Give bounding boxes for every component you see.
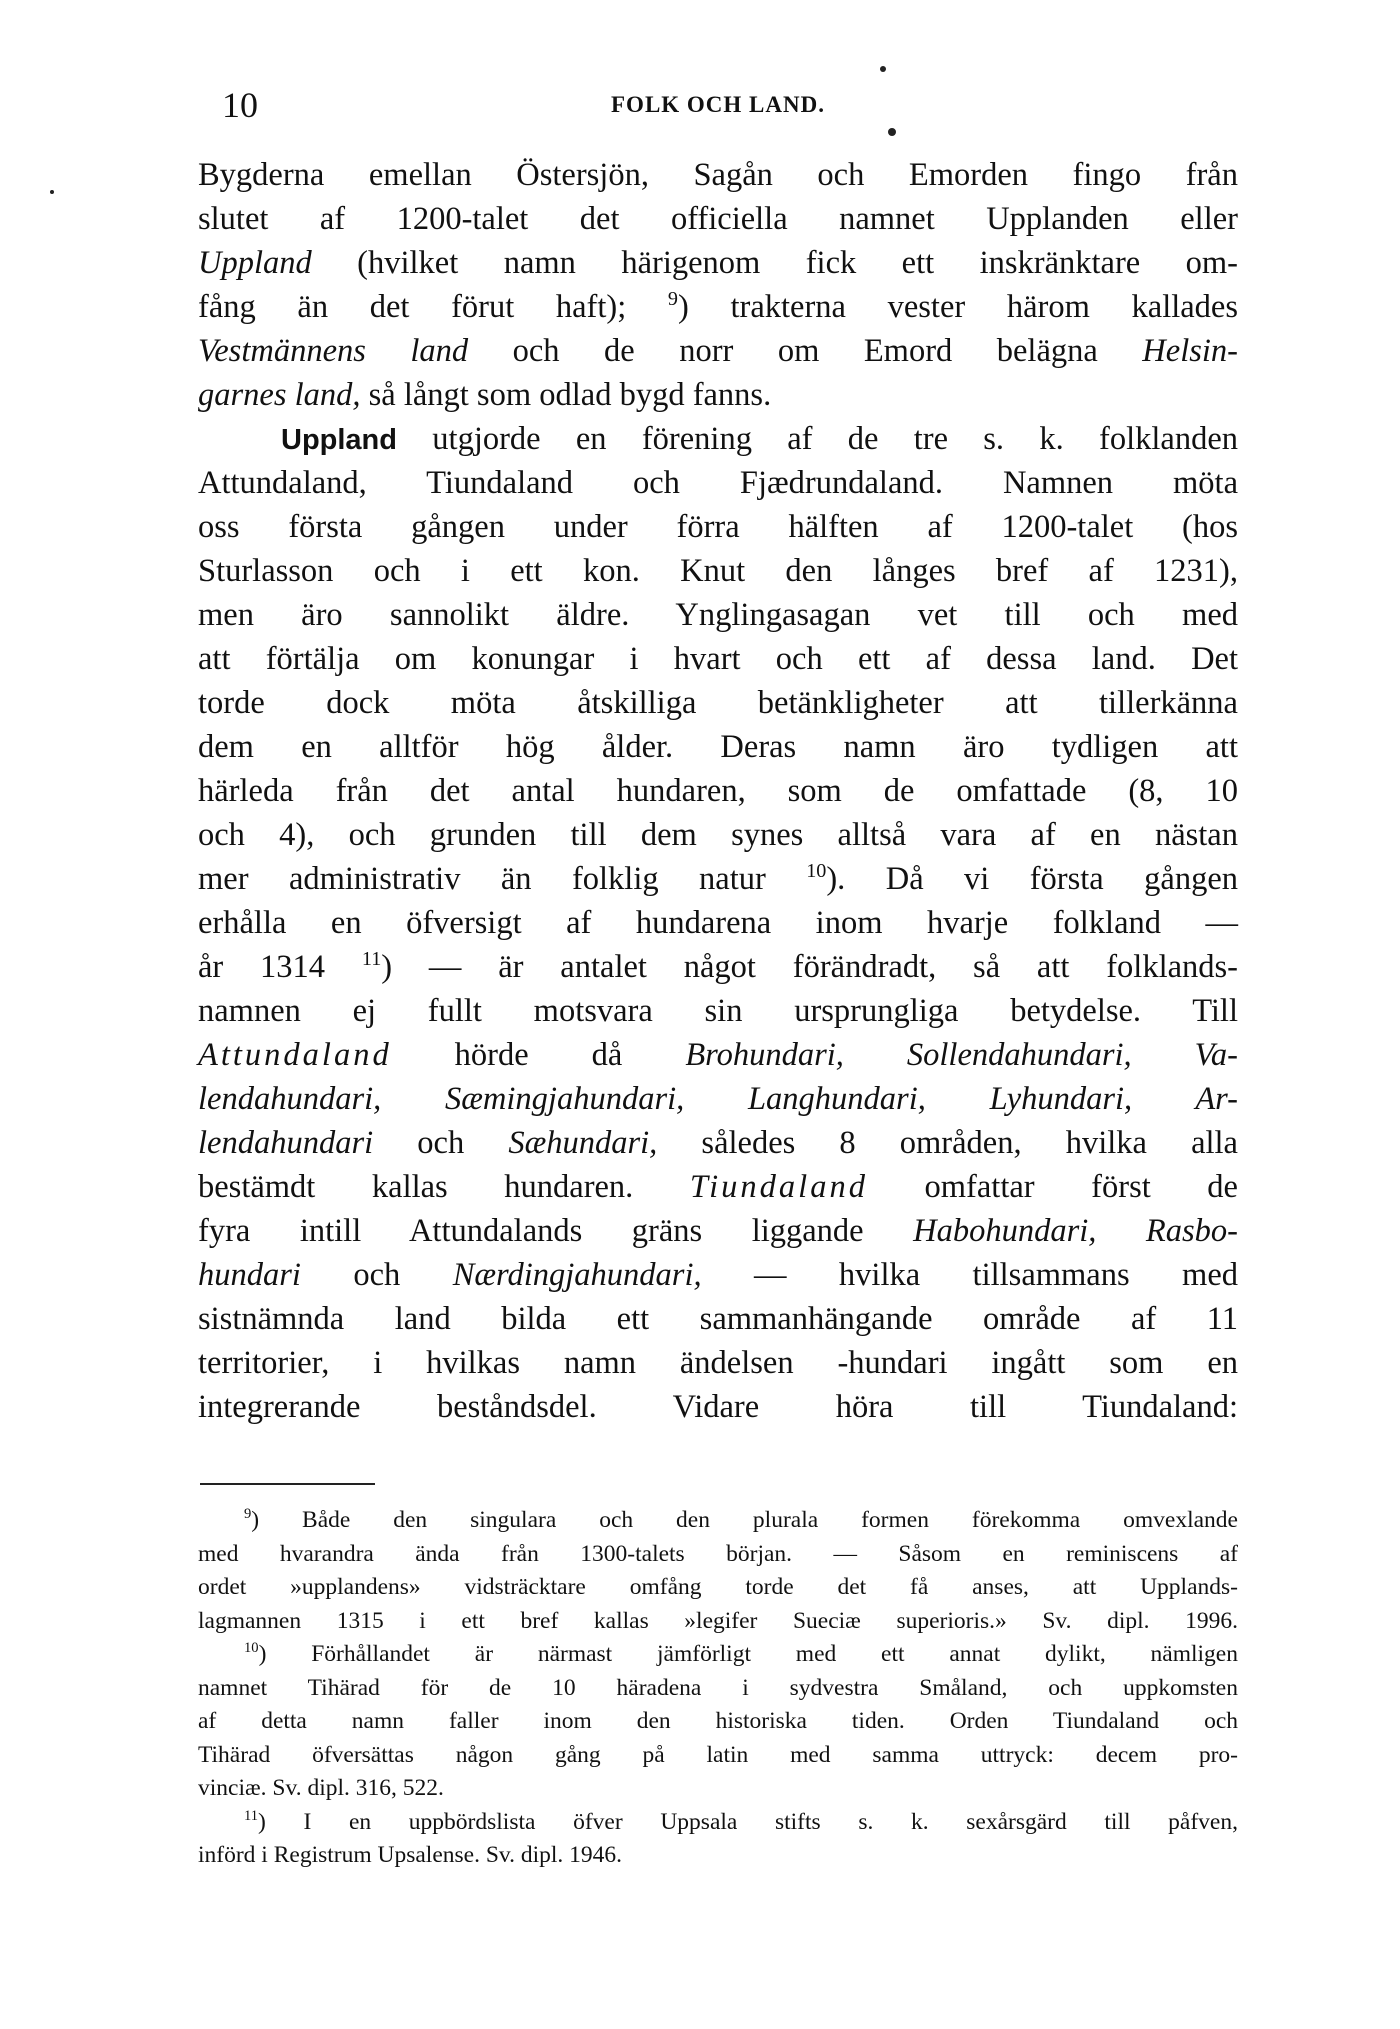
footnote-ref: 10 [806, 860, 827, 883]
text-line: fyra intill Attundalands gräns liggande Habohundari, Rasbo- [198, 1213, 1238, 1249]
text-line: slutet af 1200-talet det officiella namnet Upplanden eller [198, 201, 1238, 237]
text-line: år 1314 $^{11}$) — är antalet något förändradt, så att folklands- [198, 948, 1239, 985]
text-line: oss första gången under förra hälften af 1200-talet (hos [198, 509, 1238, 545]
heading-word: Uppland [281, 424, 397, 456]
main-text [198, 153, 1238, 1429]
text-line: men äro sannolikt äldre. Ynglingasagan vet till och med [198, 597, 1238, 633]
text-line: härleda från det antal hundaren, som de omfattade (8, 10 [198, 773, 1238, 809]
text-line: lendahundari, Sæmingjahundari, Langhundari, Lyhundari, Ar- [198, 1081, 1238, 1117]
footnote-ref: 9 [667, 288, 678, 311]
emphasis: Uppland [198, 245, 312, 281]
footnote-line: införd i Registrum Upsalense. Sv. dipl. 1946. [198, 1842, 623, 1868]
footnote-line: namnet Tihärad för de 10 häradena i sydvestra Småland, och uppkomsten [198, 1674, 1238, 1701]
footnote-line: lagmannen 1315 i ett bref kallas »legifer Sueciæ superioris.» Sv. dipl. 1996. [198, 1607, 1238, 1634]
text-line: garnes land, så långt som odlad bygd fanns. [198, 377, 772, 413]
footnote-marker: 11 [244, 1807, 259, 1824]
footnote-line: Tihärad öfversättas någon gång på latin med samma uttryck: decem pro- [198, 1741, 1238, 1768]
text-line: bestämdt kallas hundaren. Tiundaland omfattar först de [198, 1169, 1238, 1205]
footnote-line: af detta namn faller inom den historiska tiden. Orden Tiundaland och [198, 1708, 1238, 1734]
footnote-line: $^9$) Både den singulara och den plurala formen förekomma omvexlande [244, 1506, 1238, 1533]
text-line: Attundaland hörde då Brohundari, Sollendahundari, Va- [198, 1037, 1238, 1073]
footnote-line: $^{11}$) I en uppbördslista öfver Uppsala stifts s. k. sexårsgärd till påfven, [244, 1807, 1238, 1835]
footnote-ref: 11 [361, 948, 382, 971]
spaced-term: Tiundaland [689, 1169, 868, 1205]
text-line: territorier, i hvilkas namn ändelsen -hundari ingått som en [198, 1345, 1238, 1381]
footnote-marker: 10 [244, 1640, 259, 1657]
text-line: och 4), och grunden till dem synes alltså vara af en nästan [198, 817, 1238, 853]
text-line: mer administrativ än folklig natur $^{10}$). Då vi första gången [198, 860, 1238, 897]
text-line: hundari och Nærdingjahundari, — hvilka tillsammans med [198, 1257, 1238, 1293]
scan-speck [50, 190, 54, 194]
text-line: namnen ej fullt motsvara sin ursprungliga betydelse. Till [198, 993, 1238, 1029]
footnote-line: vinciæ. Sv. dipl. 316, 522. [198, 1775, 444, 1801]
text-line: att förtälja om konungar i hvart och ett af dessa land. Det [198, 641, 1238, 677]
text-line: erhålla en öfversigt af hundarena inom hvarje folkland — [198, 905, 1238, 941]
text-line: fång än det förut haft); $^9$) trakterna vester härom kallades [198, 288, 1238, 325]
footnote-line: ordet »upplandens» vidsträcktare omfång torde det få anses, att Upplands- [198, 1574, 1238, 1600]
text-line: integrerande beståndsdel. Vidare höra till Tiundaland: [198, 1389, 1238, 1425]
text-line: lendahundari och Sæhundari, således 8 områden, hvilka alla [198, 1125, 1238, 1161]
text-line: Bygderna emellan Östersjön, Sagån och Emorden fingo från [198, 157, 1238, 193]
text-line: Uppland (hvilket namn härigenom fick ett inskränktare om- [198, 245, 1238, 281]
text-line: Vestmännens land och de norr om Emord belägna Helsin- [198, 333, 1238, 369]
footnotes [198, 1504, 1238, 1873]
text-line: torde dock möta åtskilliga betänkligheter att tillerkänna [198, 685, 1238, 721]
scan-speck [880, 66, 886, 72]
footnote-line: med hvarandra ända från 1300-talets början. — Såsom en reminiscens af [198, 1540, 1238, 1567]
text-line: Sturlasson och i ett kon. Knut den långes bref af 1231), [198, 553, 1238, 589]
text-line: Attundaland, Tiundaland och Fjædrundaland. Namnen möta [198, 465, 1238, 501]
spaced-term: Attundaland [198, 1037, 392, 1073]
footnote-marker: 9 [244, 1506, 252, 1523]
running-head: FOLK OCH LAND. [611, 92, 825, 117]
page-header [198, 84, 1238, 124]
scan-speck [888, 128, 896, 136]
page-number: 10 [222, 85, 258, 125]
text-line: sistnämnda land bilda ett sammanhängande område af 11 [198, 1301, 1238, 1337]
text-line: Uppland utgjorde en förening af de tre s. k. folklanden [281, 421, 1238, 457]
footnote-line: $^{10}$) Förhållandet är närmast jämförligt med ett annat dylikt, nämligen [244, 1640, 1238, 1667]
footnote-divider [200, 1483, 375, 1485]
text-line: dem en alltför hög ålder. Deras namn äro tydligen att [198, 729, 1238, 765]
